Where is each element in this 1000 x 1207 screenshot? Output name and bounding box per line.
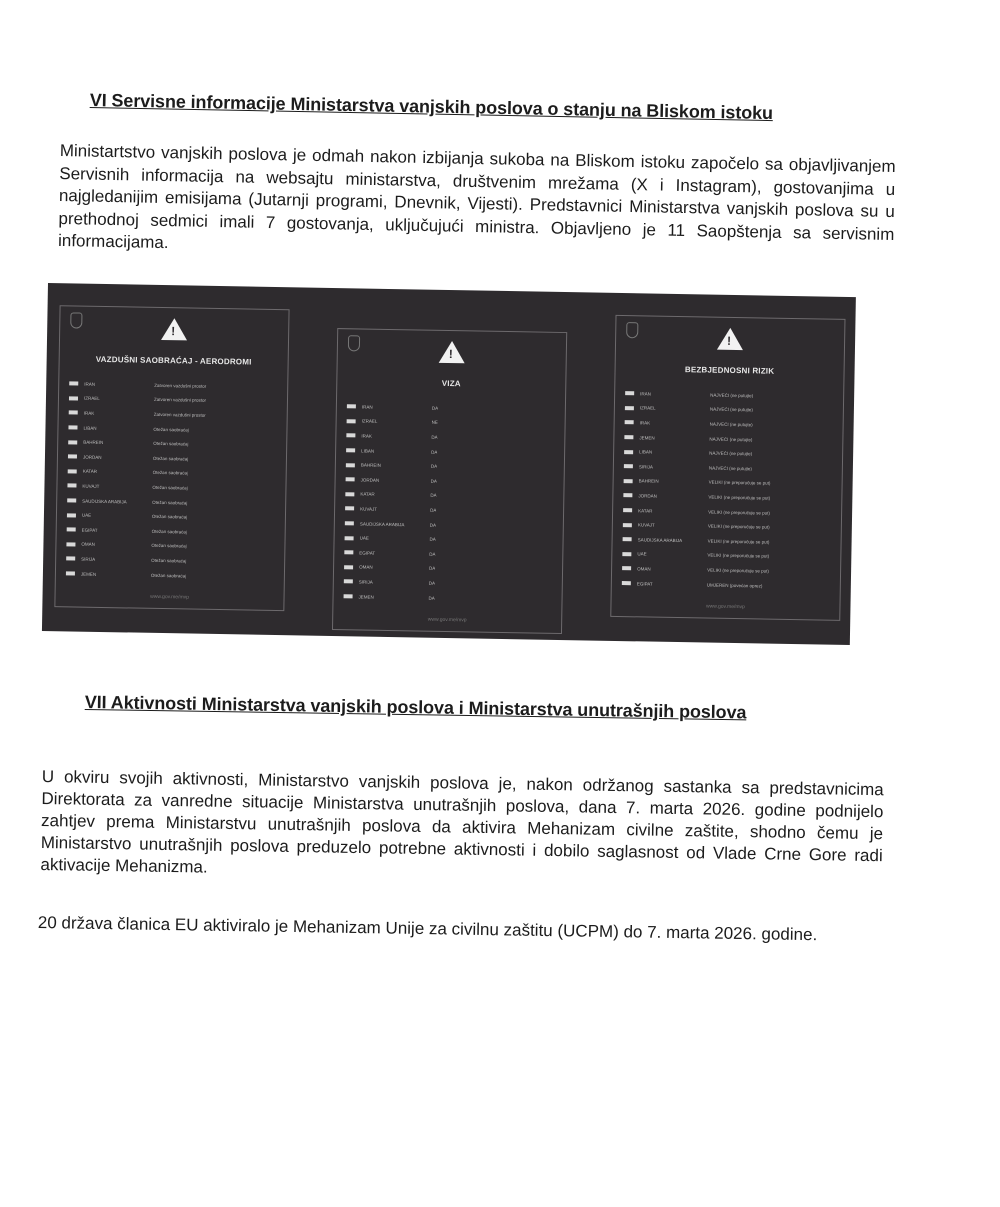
panel-security-risk bbox=[610, 315, 845, 621]
country-name: SIRIJA bbox=[638, 464, 653, 470]
country-name: IRAK bbox=[639, 420, 651, 426]
country-name: OMAN bbox=[359, 564, 373, 571]
country-value: VELIKI (ne preporučuje se put) bbox=[708, 509, 770, 516]
country-name: EGIPAT bbox=[81, 527, 98, 533]
country-value: NE bbox=[431, 420, 438, 426]
country-name: LIBAN bbox=[361, 448, 375, 454]
country-name: UAE bbox=[81, 512, 92, 518]
country-value: DA bbox=[431, 434, 438, 440]
panel-visa bbox=[332, 328, 567, 634]
country-name: SIRIJA bbox=[358, 579, 373, 585]
country-value: DA bbox=[428, 595, 435, 601]
country-value: NAJVEĆI (ne putujte) bbox=[709, 436, 753, 442]
country-row bbox=[343, 589, 553, 607]
flag-icon bbox=[346, 448, 355, 452]
flag-icon bbox=[622, 581, 631, 585]
flag-icon bbox=[624, 450, 633, 454]
country-value: DA bbox=[430, 493, 437, 499]
country-name: JEMEN bbox=[358, 593, 374, 600]
flag-icon bbox=[68, 455, 77, 459]
country-value: DA bbox=[430, 507, 437, 513]
section-heading-vi: VI Servisne informacije Ministarstva vanjskih poslova o stanju na Bliskom istoku bbox=[89, 90, 774, 124]
country-name: IRAN bbox=[84, 381, 96, 387]
flag-icon bbox=[625, 421, 634, 425]
country-name: BAHREIN bbox=[360, 462, 381, 469]
country-name: KATAR bbox=[82, 468, 98, 475]
country-value: Otežan saobraćaj bbox=[151, 513, 188, 520]
flag-icon bbox=[346, 477, 355, 481]
country-value: DA bbox=[430, 463, 438, 469]
flag-icon bbox=[625, 391, 634, 395]
country-value: VELIKI (ne preporučuje se put) bbox=[707, 538, 770, 545]
country-value: Otežan saobraćaj bbox=[153, 426, 189, 433]
country-name: SAUDIJSKA ARABIJA bbox=[82, 498, 127, 504]
country-list bbox=[622, 386, 836, 594]
country-value: VELIKI (ne preporučuje se put) bbox=[707, 552, 770, 559]
country-value: NAJVEĆI (ne putujte) bbox=[709, 421, 753, 428]
flag-icon bbox=[345, 492, 354, 496]
flag-icon bbox=[66, 571, 75, 575]
warning-icon: ! bbox=[717, 328, 743, 350]
flag-icon bbox=[67, 513, 76, 517]
panel-title: BEZBJEDNOSNI RIZIK bbox=[684, 365, 775, 376]
panel-air-traffic bbox=[54, 305, 289, 611]
country-name: SIRIJA bbox=[81, 556, 96, 562]
country-row bbox=[66, 566, 276, 584]
country-name: KUVAJT bbox=[637, 522, 655, 528]
country-name: UAE bbox=[637, 551, 647, 557]
country-value: Otežan saobraćaj bbox=[152, 484, 188, 491]
crest-icon bbox=[626, 322, 638, 338]
panel-footer: www.gov.me/mvp bbox=[705, 603, 745, 611]
country-value: Otežan saobraćaj bbox=[152, 455, 189, 462]
country-name: UAE bbox=[359, 535, 369, 541]
flag-icon bbox=[69, 411, 78, 415]
flag-icon bbox=[346, 434, 355, 438]
country-value: Otežan saobraćaj bbox=[150, 572, 187, 578]
section-vi-paragraph: Ministartstvo vanjskih poslova je odmah nakon izbijanja sukoba na Bliskom istoku započelo sa objavljivanjem Servisnih informacija na websajtu ministarstva, društvenim mrežama (X i Instagram), gostovanjima u najgledanijim emisijama (Jutarnji programi, Dnevnik, Vijesti). Predstavnici Ministarstva vanjskih poslova su u prethodnoj sedmici imali 7 gostovanja, uključujući ministra. Objavljeno je 11 Saopštenja sa servisnim informacijama. bbox=[57, 140, 896, 253]
country-value: Otežan saobraćaj bbox=[152, 499, 188, 506]
panel-title: VAZDUŠNI SAOBRAĆAJ - AERODROMI bbox=[95, 354, 252, 367]
country-name: LIBAN bbox=[83, 425, 97, 431]
country-name: IRAK bbox=[83, 410, 95, 416]
flag-icon bbox=[69, 382, 78, 386]
country-value: VELIKI (ne preporučuje se put) bbox=[707, 567, 769, 574]
country-name: LIBAN bbox=[639, 449, 653, 455]
flag-icon bbox=[623, 537, 632, 541]
flag-icon bbox=[67, 498, 76, 502]
country-value: Otežan saobraćaj bbox=[151, 543, 187, 549]
country-name: JORDAN bbox=[638, 493, 657, 499]
country-list bbox=[343, 399, 557, 607]
warning-icon: ! bbox=[439, 341, 465, 363]
panel-footer: www.gov.me/mvp bbox=[150, 593, 189, 601]
country-value: VELIKI (ne preporučuje se put) bbox=[707, 523, 770, 530]
flag-icon bbox=[623, 508, 632, 512]
flag-icon bbox=[68, 425, 77, 429]
country-name: SAUDIJSKA ARABIJA bbox=[359, 521, 405, 527]
flag-icon bbox=[625, 406, 634, 410]
section-vii-paragraph-2: 20 država članica EU aktiviralo je Mehanizam Unije za civilnu zaštitu (UCPM) do 7. marta 2026. godine. bbox=[37, 912, 818, 945]
section-heading-vii: VII Aktivnosti Ministarstva vanjskih poslova i Ministarstva unutrašnjih poslova bbox=[84, 692, 747, 723]
country-name: IRAN bbox=[640, 391, 651, 397]
country-value: UMJEREN (povećan oprez) bbox=[706, 582, 763, 589]
infographic-photo bbox=[42, 283, 856, 645]
flag-icon bbox=[344, 594, 353, 598]
flag-icon bbox=[624, 435, 633, 439]
country-name: KUVAJT bbox=[82, 483, 100, 489]
flag-icon bbox=[623, 523, 632, 527]
country-value: DA bbox=[430, 478, 437, 484]
country-value: Otežan saobraćaj bbox=[151, 557, 187, 564]
country-value: Zatvoren vazdušni prostor bbox=[154, 382, 207, 389]
flag-icon bbox=[67, 484, 76, 488]
country-name: EGIPAT bbox=[359, 550, 376, 556]
flag-icon bbox=[68, 469, 77, 473]
country-value: DA bbox=[429, 522, 437, 528]
country-value: Zatvoren vazdušni prostor bbox=[153, 411, 206, 418]
flag-icon bbox=[622, 552, 631, 556]
flag-icon bbox=[69, 396, 78, 400]
flag-icon bbox=[624, 464, 633, 468]
flag-icon bbox=[345, 521, 354, 525]
country-value: DA bbox=[429, 536, 436, 542]
country-value: NAJVEĆI (ne putujte) bbox=[710, 392, 754, 399]
flag-icon bbox=[68, 440, 77, 444]
flag-icon bbox=[622, 566, 631, 570]
country-name: BAHREIN bbox=[638, 478, 659, 485]
flag-icon bbox=[344, 580, 353, 584]
crest-icon bbox=[70, 312, 82, 328]
flag-icon bbox=[347, 405, 356, 409]
panel-title: VIZA bbox=[441, 378, 461, 389]
country-value: DA bbox=[429, 551, 436, 557]
flag-icon bbox=[345, 536, 354, 540]
country-value: DA bbox=[429, 566, 436, 572]
country-value: VELIKI (ne preporučuje se put) bbox=[708, 479, 771, 486]
country-name: BAHREIN bbox=[83, 439, 104, 446]
country-value: NAJVEĆI (ne putujte) bbox=[709, 406, 753, 413]
country-value: DA bbox=[431, 449, 438, 455]
country-value: VELIKI (ne preporučuje se put) bbox=[708, 494, 771, 501]
flag-icon bbox=[623, 494, 632, 498]
flag-icon bbox=[67, 528, 76, 532]
country-name: JEMEN bbox=[639, 434, 655, 441]
panel-footer: www.gov.me/mvp bbox=[427, 616, 467, 624]
country-name: IRAN bbox=[361, 404, 373, 410]
country-name: OMAN bbox=[81, 541, 95, 548]
country-name: SAUDIJSKA ARABIJA bbox=[637, 537, 683, 543]
warning-icon: ! bbox=[161, 318, 187, 340]
flag-icon bbox=[346, 463, 355, 467]
country-value: Zatvoren vazdušni prostor bbox=[153, 397, 207, 404]
country-name: OMAN bbox=[637, 566, 651, 572]
country-value: Otežan saobraćaj bbox=[153, 441, 189, 447]
country-name: KATAR bbox=[360, 491, 375, 498]
flag-icon bbox=[347, 419, 356, 423]
country-value: DA bbox=[431, 405, 439, 411]
country-list bbox=[66, 376, 280, 584]
flag-icon bbox=[344, 550, 353, 554]
country-value: NAJVEĆI (ne putujte) bbox=[708, 465, 752, 472]
country-name: JORDAN bbox=[82, 454, 102, 460]
flag-icon bbox=[344, 565, 353, 569]
crest-icon bbox=[348, 335, 360, 351]
section-vii-paragraph-1: U okviru svojih aktivnosti, Ministarstvo vanjskih poslova je, nakon održanog sastanka sa predstavnicima Direktorata za vanredne situacije Ministarstva unutrašnjih poslova, dana 7. marta 2026. godine podnijelo zahtjev prema Ministarstvu unutrašnjih poslova da aktivira Mehanizam civilne zaštite, shodno čemu je Ministarstvo unutrašnjih poslova preduzelo potrebne aktivnosti i dobilo saglasnost od Vlade Crne Gore radi aktivacije Mehanizma. bbox=[40, 766, 884, 877]
country-row bbox=[622, 576, 832, 594]
country-name: JORDAN bbox=[360, 477, 380, 483]
country-name: EGIPAT bbox=[636, 580, 653, 587]
flag-icon bbox=[624, 479, 633, 483]
country-value: Otežan saobraćaj bbox=[151, 528, 188, 535]
country-name: KUVAJT bbox=[360, 506, 378, 512]
flag-icon bbox=[66, 557, 75, 561]
country-value: NAJVEĆI (ne putujte) bbox=[709, 450, 753, 457]
country-name: IRAK bbox=[361, 433, 372, 439]
country-name: JEMEN bbox=[80, 571, 97, 577]
country-name: IZRAEL bbox=[361, 418, 378, 425]
country-value: DA bbox=[428, 580, 436, 586]
country-name: KATAR bbox=[638, 507, 653, 514]
flag-icon bbox=[66, 542, 75, 546]
country-name: IZRAEL bbox=[83, 396, 100, 402]
country-value: Otežan saobraćaj bbox=[152, 470, 189, 476]
flag-icon bbox=[345, 507, 354, 511]
country-name: IZRAEL bbox=[639, 405, 656, 412]
